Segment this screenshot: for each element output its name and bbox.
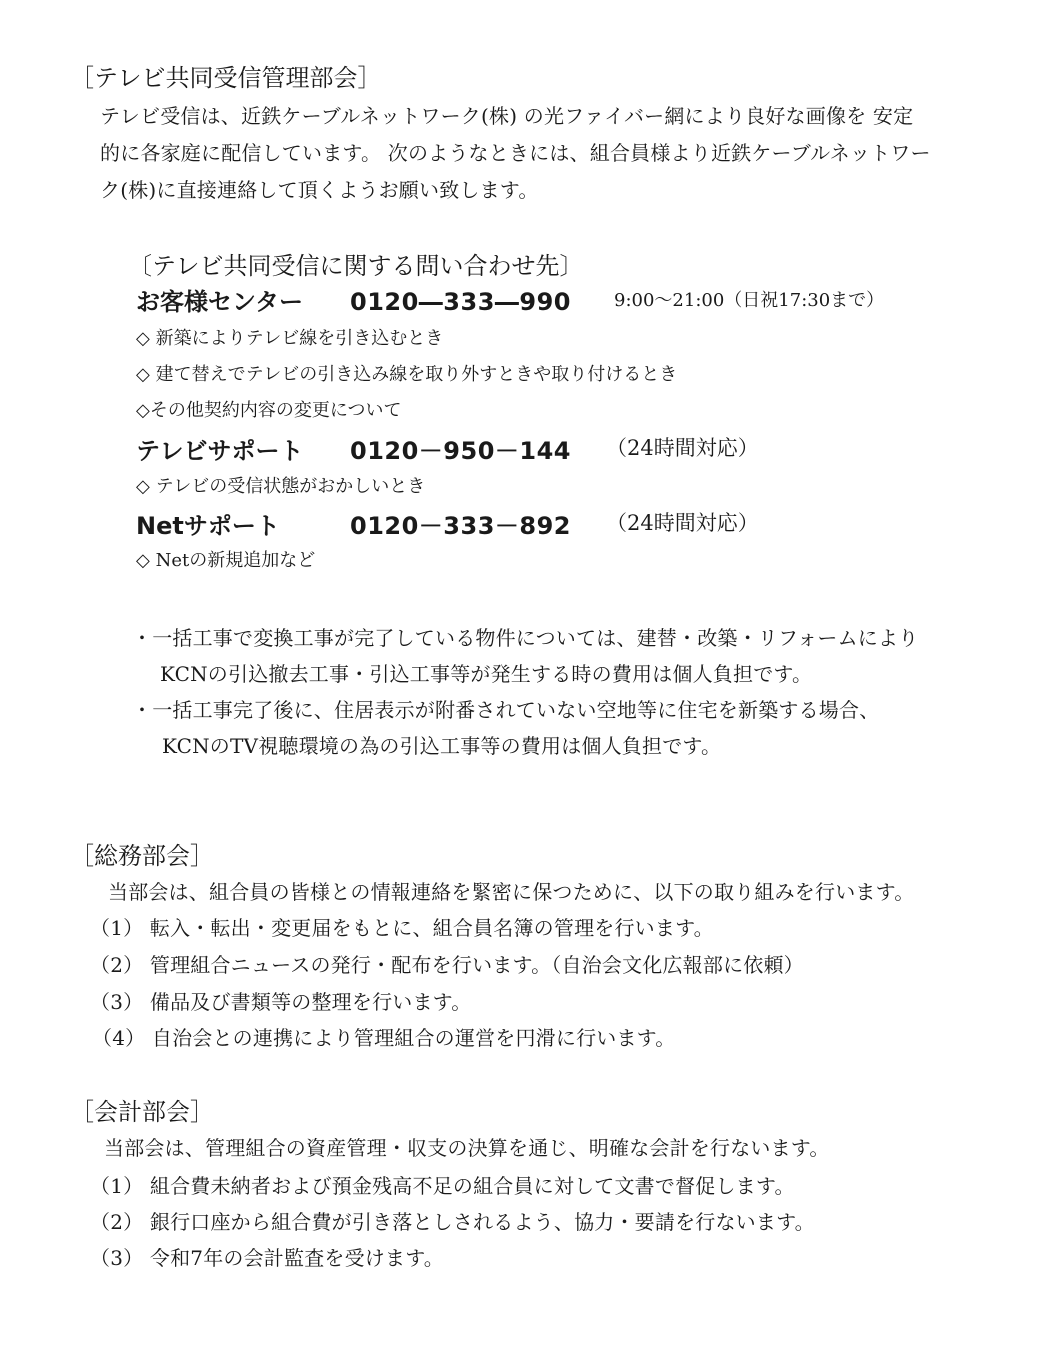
tv-support-item-1: ◇ テレビの受信状態がおかしいとき [136,476,426,497]
soumu-item-4: （4） 自治会との連携により管理組合の運営を円滑に行います。 [92,1026,676,1050]
net-support-label: Netサポート [136,512,280,540]
tv-intro-line-1: テレビ受信は、近鉄ケーブルネットワーク(株) の光ファイバー網により良好な画像を 安定 [100,104,914,128]
customer-center-item-2: ◇ 建て替えでテレビの引き込み線を取り外すときや取り付けるとき [136,364,678,385]
net-support-phone: 0120－333－892 [350,512,571,540]
tv-support-label: テレビサポート [136,437,304,465]
kaikei-item-2: （2） 銀行口座から組合費が引き落としされるよう、協力・要請を行ないます。 [90,1210,815,1234]
customer-center-phone: 0120―333―990 [350,288,571,316]
net-support-hours: （24時間対応） [606,511,759,535]
kaikei-item-1: （1） 組合費未納者および預金残高不足の組合員に対して文書で督促します。 [90,1174,795,1198]
tv-note-2-line-1: ・一括工事完了後に、住居表示が附番されていない空地等に住宅を新築する場合、 [132,698,880,722]
tv-note-1-line-1: ・一括工事で変換工事が完了している物件については、建替・改築・リフォームにより [132,626,919,650]
soumu-section-heading: ［総務部会］ [70,842,214,870]
soumu-item-1: （1） 転入・転出・変更届をもとに、組合員名簿の管理を行います。 [90,916,714,940]
kaikei-section-heading: ［会計部会］ [70,1098,214,1126]
contact-heading: 〔テレビ共同受信に関する問い合わせ先〕 [128,252,584,280]
customer-center-label: お客様センター [136,288,304,316]
customer-center-hours: 9:00～21:00（日祝17:30まで） [614,290,885,311]
kaikei-item-3: （3） 令和7年の会計監査を受けます。 [90,1246,445,1270]
tv-note-1-line-2: KCNの引込撤去工事・引込工事等が発生する時の費用は個人負担です。 [160,662,813,686]
soumu-item-3: （3） 備品及び書類等の整理を行います。 [90,990,472,1014]
tv-note-2-line-2: KCNのTV視聴環境の為の引込工事等の費用は個人負担です。 [162,734,722,758]
kaikei-intro: 当部会は、管理組合の資産管理・収支の決算を通じ、明確な会計を行ないます。 [104,1136,830,1160]
soumu-intro: 当部会は、組合員の皆様との情報連絡を緊密に保つために、以下の取り組みを行います。 [108,880,915,904]
soumu-item-2: （2） 管理組合ニュースの発行・配布を行います。（自治会文化広報部に依頼） [90,953,804,977]
tv-intro-line-3: ク(株)に直接連絡して頂くようお願い致します。 [100,178,539,202]
net-support-item-1: ◇ Netの新規追加など [136,550,316,571]
customer-center-item-1: ◇ 新築によりテレビ線を引き込むとき [136,328,444,349]
tv-support-hours: （24時間対応） [606,436,759,460]
tv-section-heading: ［テレビ共同受信管理部会］ [70,64,382,92]
customer-center-item-3: ◇その他契約内容の変更について [136,400,402,421]
tv-support-phone: 0120－950－144 [350,437,571,465]
tv-intro-line-2: 的に各家庭に配信しています。 次のようなときには、組合員様より近鉄ケーブルネットワー [100,141,931,165]
